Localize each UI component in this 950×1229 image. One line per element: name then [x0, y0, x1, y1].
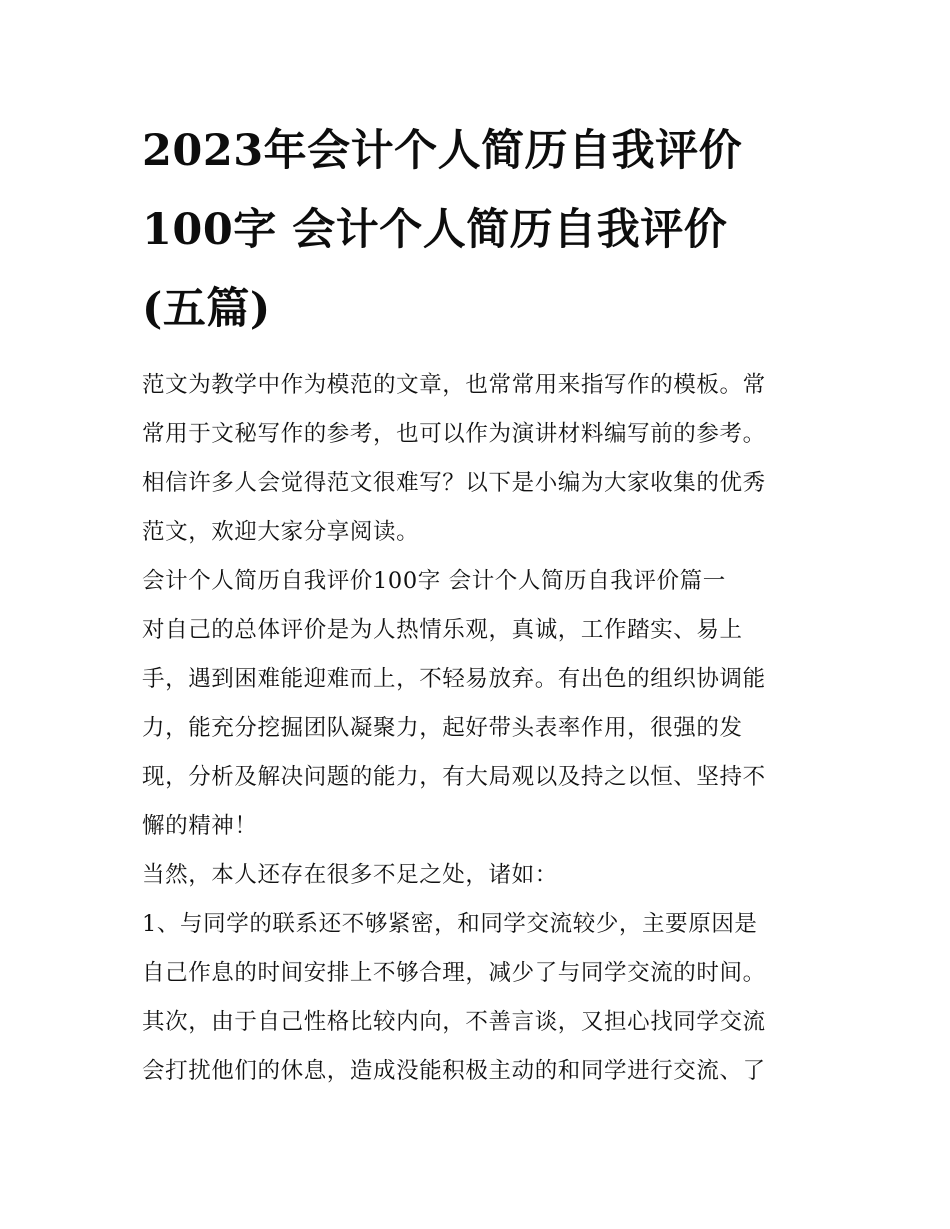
text-line: 力，能充分挖掘团队凝聚力，起好带头表率作用，很强的发 [142, 715, 743, 741]
text-line: 会打扰他们的休息，造成没能积极主动的和同学进行交流、了 [142, 1058, 766, 1084]
title-line: 100字 会计个人简历自我评价 [142, 205, 728, 255]
text-line: 其次，由于自己性格比较内向，不善言谈，又担心找同学交流 [142, 1009, 766, 1035]
document-title [142, 112, 814, 349]
document-page [142, 112, 814, 1096]
section-heading: 会计个人简历自我评价100字 会计个人简历自我评价篇一 [142, 568, 726, 594]
text-line: 懈的精神！ [142, 813, 258, 839]
intro-paragraph [142, 361, 814, 557]
text-line: 范文，欢迎大家分享阅读。 [142, 519, 420, 545]
title-line: 2023年会计个人简历自我评价 [142, 126, 743, 176]
text-line: 范文为教学中作为模范的文章，也常常用来指写作的模板。常 [142, 372, 766, 398]
text-line: 1、与同学的联系还不够紧密，和同学交流较少，主要原因是 [142, 911, 758, 937]
document-body [142, 361, 814, 1096]
text-line: 对自己的总体评价是为人热情乐观，真诚，工作踏实、易上 [142, 617, 743, 643]
text-line: 现，分析及解决问题的能力，有大局观以及持之以恒、坚持不 [142, 764, 766, 790]
self-evaluation-paragraph [142, 606, 814, 851]
point-1-paragraph [142, 900, 814, 1096]
text-line: 常用于文秘写作的参考，也可以作为演讲材料编写前的参考。 [142, 421, 766, 447]
text-line: 自己作息的时间安排上不够合理，减少了与同学交流的时间。 [142, 960, 766, 986]
shortcomings-intro: 当然，本人还存在很多不足之处，诸如： [142, 862, 558, 888]
title-line: (五篇) [142, 284, 271, 334]
text-line: 手，遇到困难能迎难而上，不轻易放弃。有出色的组织协调能 [142, 666, 766, 692]
text-line: 相信许多人会觉得范文很难写？以下是小编为大家收集的优秀 [142, 470, 766, 496]
